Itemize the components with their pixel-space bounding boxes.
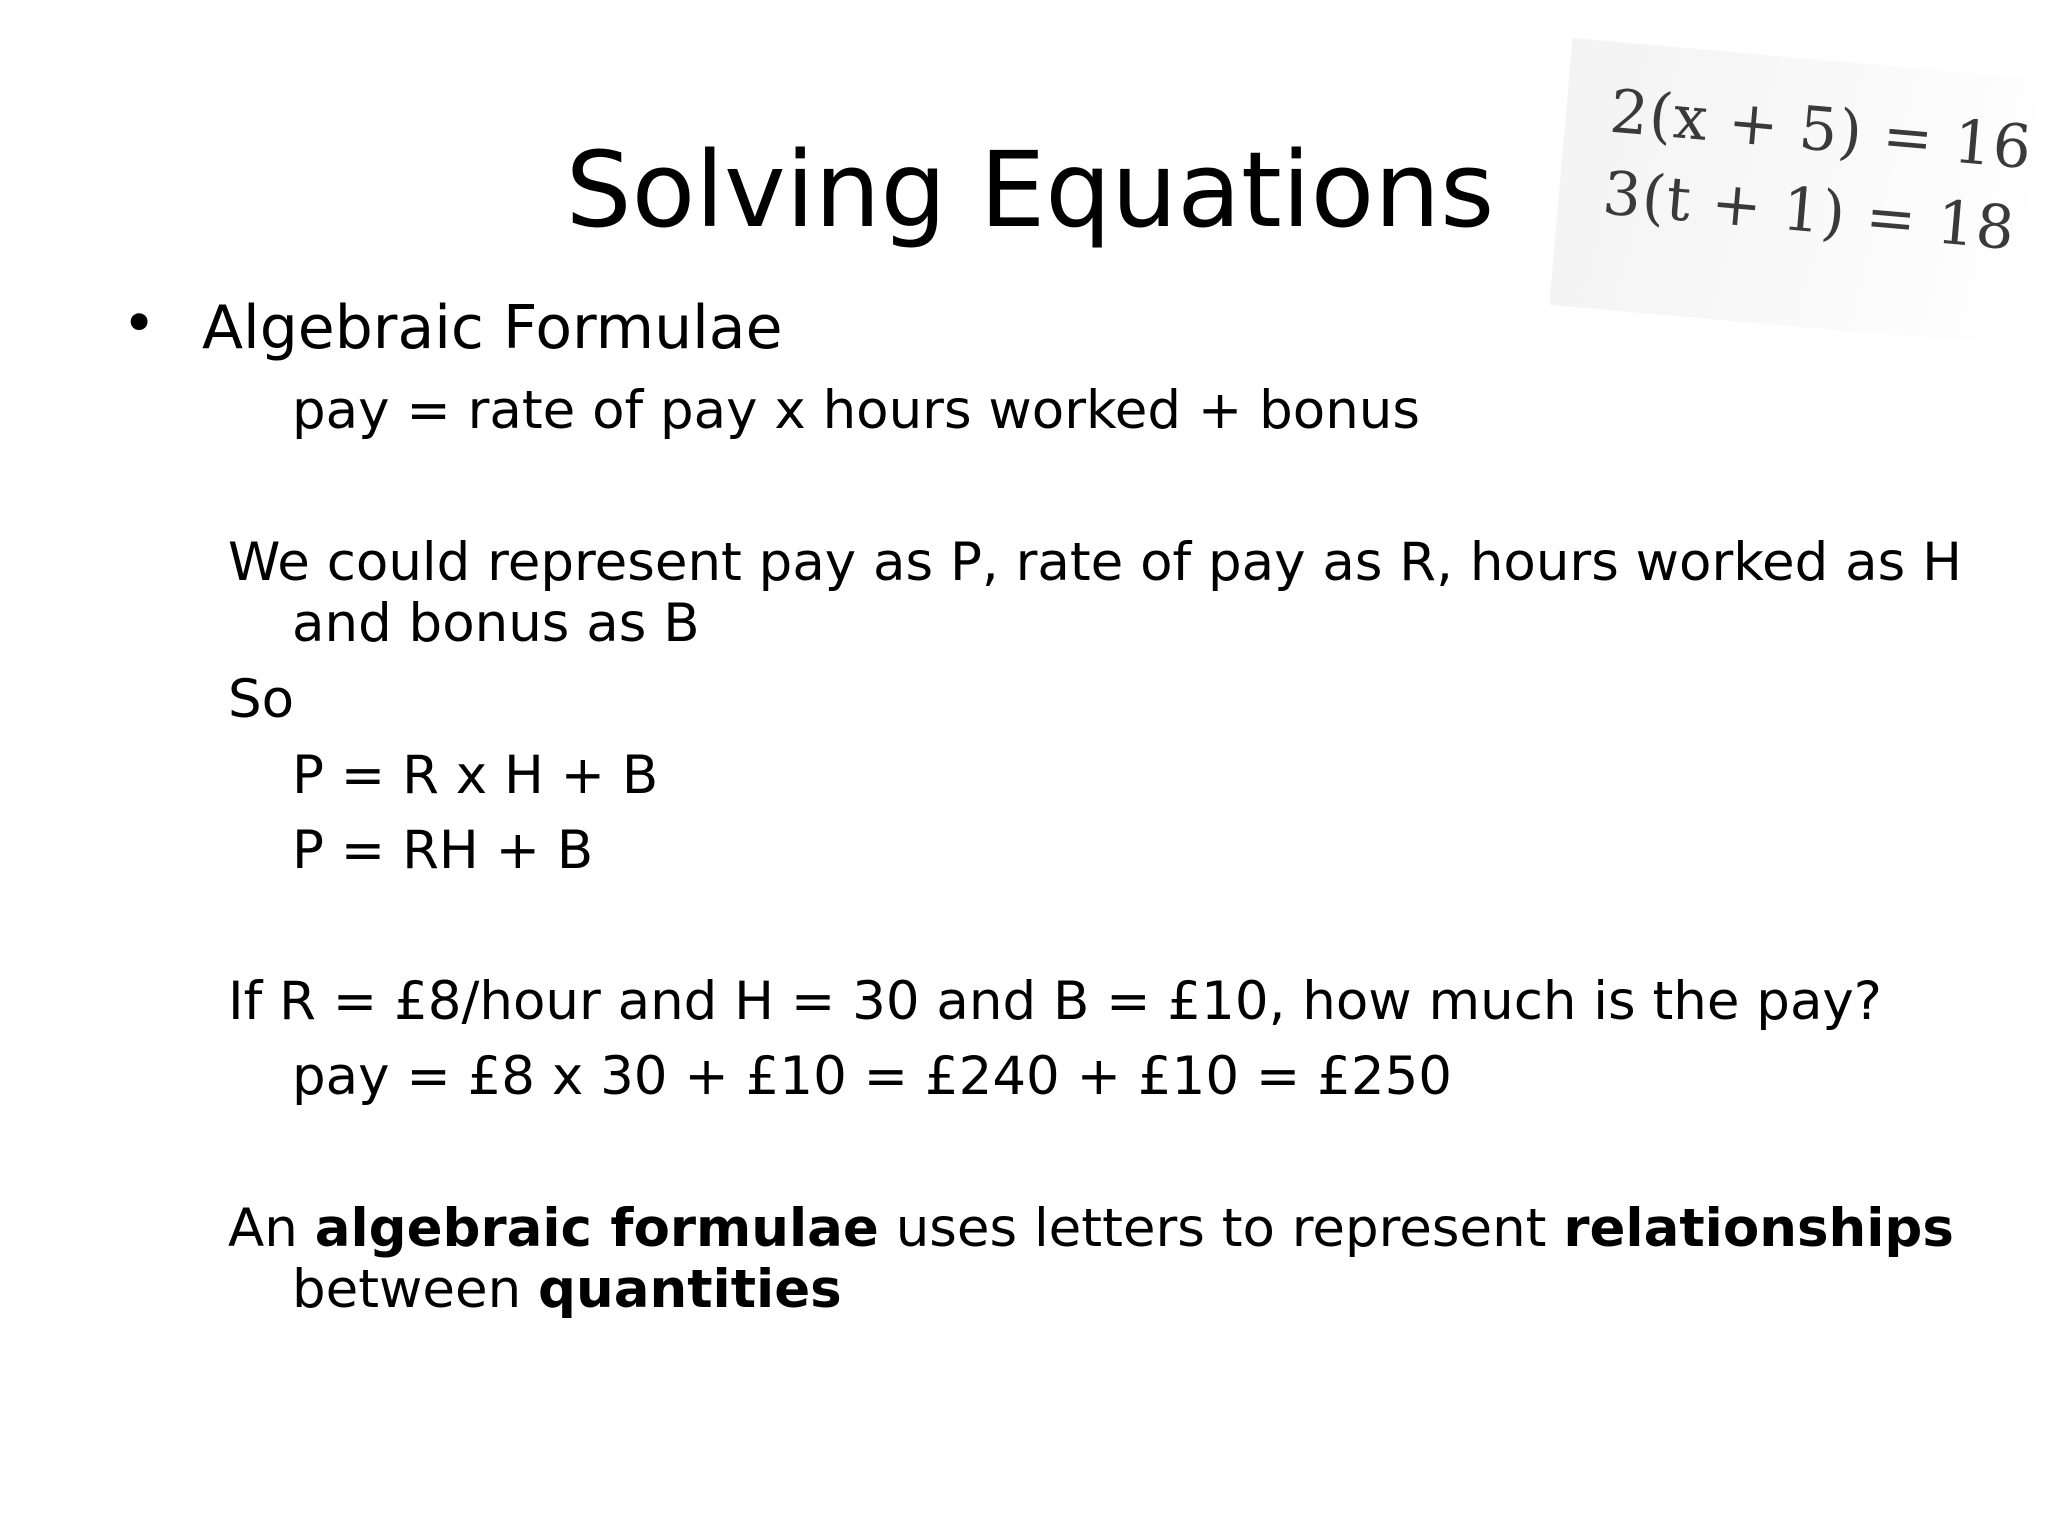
definition-part: An bbox=[228, 1198, 315, 1259]
answer-text: pay = £8 x 30 + £10 = £240 + £10 = £250 bbox=[292, 1046, 1453, 1107]
question-text: If R = £8/hour and H = 30 and B = £10, how much is the pay? bbox=[228, 971, 1882, 1032]
equation-image bbox=[1549, 38, 2041, 346]
definition-part: between bbox=[292, 1259, 539, 1320]
definition-text bbox=[228, 1198, 1972, 1320]
equation-line: 2(x + 5) = 16 bbox=[1607, 76, 2035, 184]
so-label: So bbox=[228, 669, 295, 730]
definition-term: quantities bbox=[538, 1259, 842, 1320]
bullet-heading: Algebraic Formulae bbox=[202, 293, 783, 363]
definition-term: relationships bbox=[1563, 1198, 1954, 1259]
equation-line: 3(t + 1) = 18 bbox=[1600, 158, 2019, 265]
formula-compact: P = RH + B bbox=[292, 820, 594, 881]
slide-title: Solving Equations bbox=[565, 129, 1495, 251]
bullet-dot: • bbox=[122, 289, 157, 357]
definition-term: algebraic formulae bbox=[314, 1198, 879, 1259]
represent-text: We could represent pay as P, rate of pay as R, hours worked as H and bonus as B bbox=[228, 532, 1962, 654]
formula-in-words: pay = rate of pay x hours worked + bonus bbox=[292, 380, 1421, 441]
formula-expanded: P = R x H + B bbox=[292, 745, 659, 806]
definition-part: uses letters to represent bbox=[878, 1198, 1564, 1259]
